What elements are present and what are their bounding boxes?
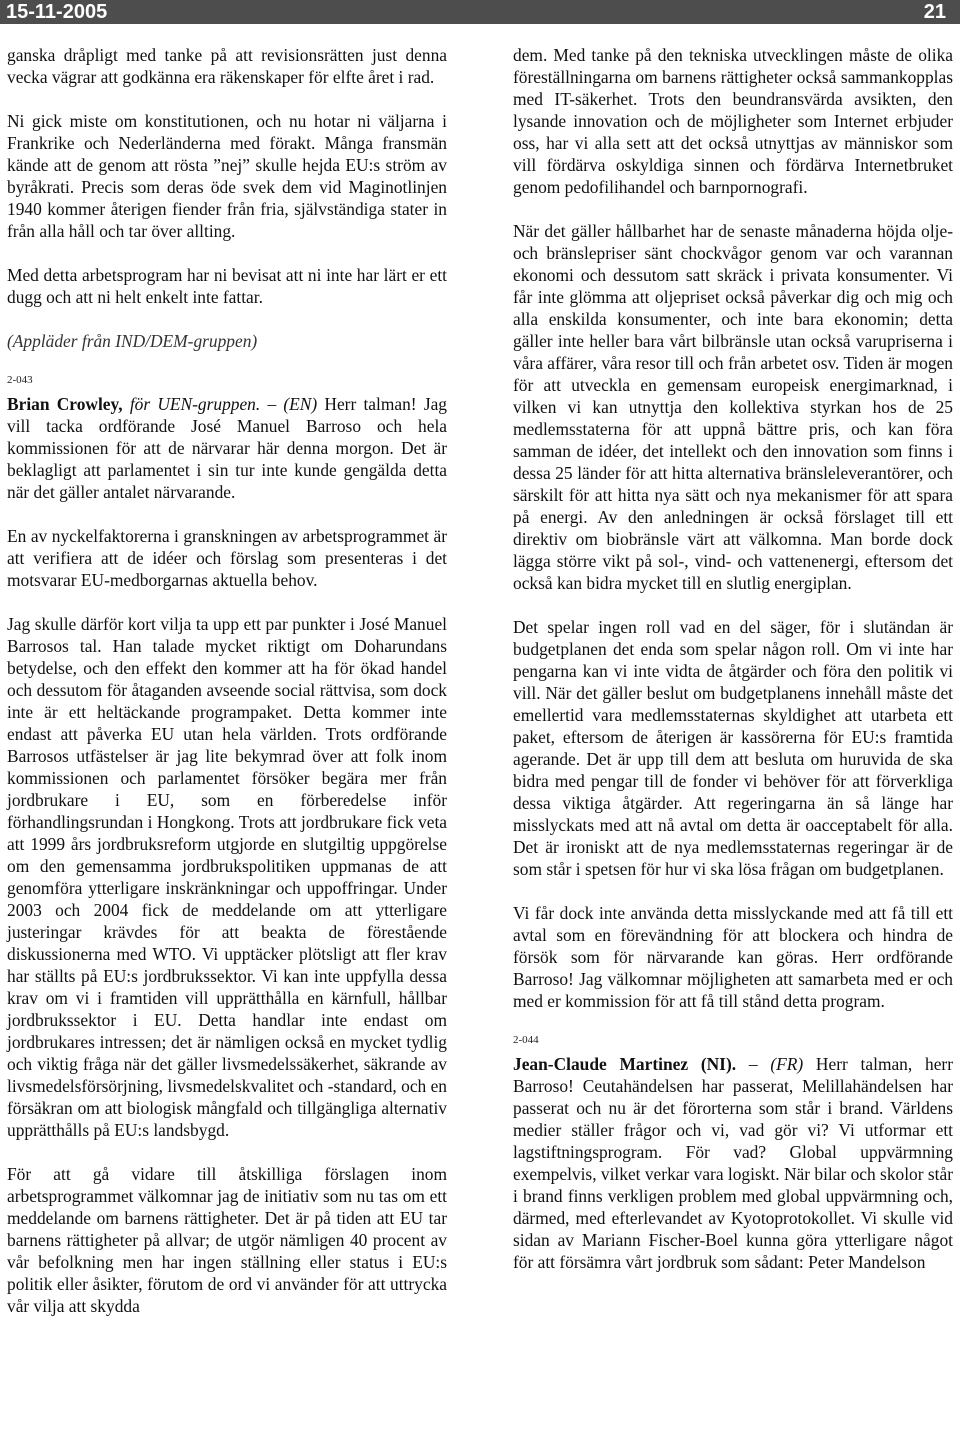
paragraph: Jag skulle därför kort vilja ta upp ett par punkter i José Manuel Barrosos tal. Han talade mycket riktigt om Doharundans betydelse, och den effekt den kommer att ha för ökad handel och dessutom för åtaganden avseende social rättvisa, som dock inte är ett heltäckande programpaket. Detta kommer inte endast att påverka EU utan hela världen. Trots ordförande Barrosos utfästelser är jag lite bekymrad över att folk inom kommissionen och parlamentet försöker begära mer från jordbrukare i EU, som en förberedelse inför förhandlingsrundan i Hongkong. Trots att jordbrukare fick veta att 1999 års jordbruksreform utgjorde en slutgiltig uppgörelse om den gemensamma jordbrukspolitiken uppmanas de att genomföra ytterligare inskränkningar och uppoffringar. Under 2003 och 2004 fick de meddelande om att ytterligare justeringar krävdes för att beakta de förestående diskussionerna med WTO. Vi upptäcker plötsligt att fler krav har ställts på EU:s jordbrukssektor. Vi kan inte uppfylla dessa krav om vi i framtiden vill upprätthålla en kärnfull, hållbar jordbrukssektor i EU. Detta handlar inte endast om jordbrukares intressen; det är nämligen också en mycket tydlig och viktig fråga när det gäller livsmedelssäkerhet, säkrande av livsmedelsförsörjning, livsmedelskvalitet och -standard, och en försäkran om att biologisk mångfald och tillgängliga alternativ upprätthålls på EU:s landsbygd. bbox=[7, 614, 447, 1140]
paragraph: Med detta arbetsprogram har ni bevisat att ni inte har lärt er ett dugg och att ni helt enkelt inte fattar. bbox=[7, 265, 447, 307]
speech-reference: 2-044 bbox=[513, 1034, 539, 1046]
page-header bbox=[0, 0, 960, 24]
header-page-number: 21 bbox=[923, 1, 946, 23]
paragraph: Det spelar ingen roll vad en del säger, för i slutändan är budgetplanen det enda som spelar någon roll. Om vi inte har pengarna kan vi inte vidta de åtgärder och föra den politik vi vill. När det gäller beslut om budgetplanens innehåll måste det emellertid vara medlemsstaternas skyldighet att utarbeta ett paket, eftersom de återigen är kassörerna för EU:s framtida agerande. Det är upp till dem att besluta om huruvida de ska bidra med pengar till de fonder vi behöver för att förverkliga dessa viktiga åtgärder. Att regeringarna än så länge har misslyckats med att nå avtal om detta är oacceptabelt för alla. Det är ironiskt att de nya medlemsstaternas regeringar är de som står i spetsen för hur vi ska lösa frågan om budgetplanen. bbox=[513, 617, 953, 879]
paragraph: ganska dråpligt med tanke på att revisionsrätten just denna vecka vägrar att godkänna era räkenskaper för elfte året i rad. bbox=[7, 45, 447, 87]
speech-language: – (EN) bbox=[260, 394, 318, 414]
paragraph: Vi får dock inte använda detta misslyckande med att få till ett avtal som en förevändning för att blockera och hindra de försök som för närvarande kan göras. Herr ordförande Barroso! Jag välkomnar möjligheten att samarbeta med er och med er kommission för att få till stånd detta program. bbox=[513, 903, 953, 1011]
interjection: (Appläder från IND/DEM-gruppen) bbox=[7, 331, 258, 351]
left-column bbox=[7, 44, 447, 1317]
paragraph: En av nyckelfaktorerna i granskningen av arbetsprogrammet är att verifiera att de idéer och förslag som presenteras i det motsvarar EU-medborgarnas aktuella behov. bbox=[7, 526, 447, 590]
speech-paragraph bbox=[513, 1053, 953, 1273]
paragraph: Ni gick miste om konstitutionen, och nu hotar ni väljarna i Frankrike och Nederländerna med förakt. Många fransmän kände att de genom att rösta ”nej” skulle hejda EU:s ström av byråkrati. Precis som deras öde svek dem vid Maginotlinjen 1940 kommer återigen fiender från fria, självständiga stater in från alla håll och tar över allting. bbox=[7, 111, 447, 241]
header-date: 15-11-2005 bbox=[6, 1, 108, 23]
paragraph: När det gäller hållbarhet har de senaste månaderna höjda olje- och bränslepriser sänt chockvågor genom var och varannan ekonomi och dessutom satt skräck i privata konsumenter. Vi får inte glömma att oljepriset också påverkar dig och mig och alla enskilda konsumenter, och inte bara ekonomin; detta gäller inte heller bara vårt bilbränsle utan också varupriserna i våra affärer, våra resor till och från arbetet osv. Tiden är mogen för att utveckla en gemensam europeisk energimarknad, i vilken vi kan utnyttja den kollektiva styrkan hos de 25 medlemsstaterna för att uppnå bättre pris, och kan föra samman de idéer, det intellekt och den innovation som finns i dessa 25 länder för att hitta alternativa bränsleleverantörer, och särskilt för att hitta nya sätt och nya mekanismer för att spara på energi. Av den anledningen är också förslaget till ett direktiv om biobränsle värt att välkomna. Man borde dock lägga större vikt på sol-, vind- och vattenenergi, eftersom det också kan bidra mycket till en slutlig energiplan. bbox=[513, 221, 953, 593]
speech-text: Herr talman! Jag vill tacka ordförande José Manuel Barroso och hela kommissionen för att de närvarar här denna morgon. Det är beklagligt att parlamentet i sin tur inte kunde gengälda detta när det gäller antalet närvarande. bbox=[7, 394, 447, 502]
paragraph: För att gå vidare till åtskilliga förslagen inom arbetsprogrammet välkomnar jag de initiativ som nu tas om ett meddelande om barnens rättigheter. Det är på tiden att EU tar barnens rättigheter på allvar; de utgör nämligen 40 procent av vår befolkning men har ingen ställning eller status i EU:s politik eller åsikter, förutom de ord vi använder för att uttrycka vår vilja att skydda bbox=[7, 1164, 447, 1316]
speech-paragraph bbox=[7, 393, 447, 503]
speech-language: – (FR) bbox=[736, 1054, 804, 1074]
speech-reference: 2-043 bbox=[7, 374, 33, 386]
speaker-group: för UEN-gruppen. bbox=[122, 394, 261, 414]
paragraph: dem. Med tanke på den tekniska utvecklingen måste de olika föreställningarna om barnens rättigheter också sammankopplas med IT-säkerhet. Trots den beundransvärda avsikten, den lysande innovation och de möjligheter som Internet erbjuder oss, har vi alla sett att det också utnyttjas av människor som vill fördärva oskyldiga sinnen och fördärva Internetbruket genom pedofilihandel och barnpornografi. bbox=[513, 45, 953, 197]
right-column bbox=[513, 44, 953, 1273]
speaker-name: Brian Crowley, bbox=[7, 394, 123, 414]
speaker-name: Jean-Claude Martinez (NI). bbox=[513, 1054, 737, 1074]
speech-text: Herr talman, herr Barroso! Ceutahändelsen har passerat, Melillahändelsen har passerat och nu är det förorterna som står i brand. Världens medier ställer frågor och vi, vad gör vi? Vi utformar ett lagstiftningsprogram. För vad? Global uppvärmning exempelvis, vilket verkar vara logiskt. När bilar och skolor står i brand finns verkligen problem med global uppvärmning och, därmed, med efterlevandet av Kyotoprotokollet. Vi skulle vid sidan av Mariann Fischer-Boel kunna göra ytterligare något för att försämra vårt jordbruk som sådant: Peter Mandelson bbox=[513, 1054, 953, 1272]
